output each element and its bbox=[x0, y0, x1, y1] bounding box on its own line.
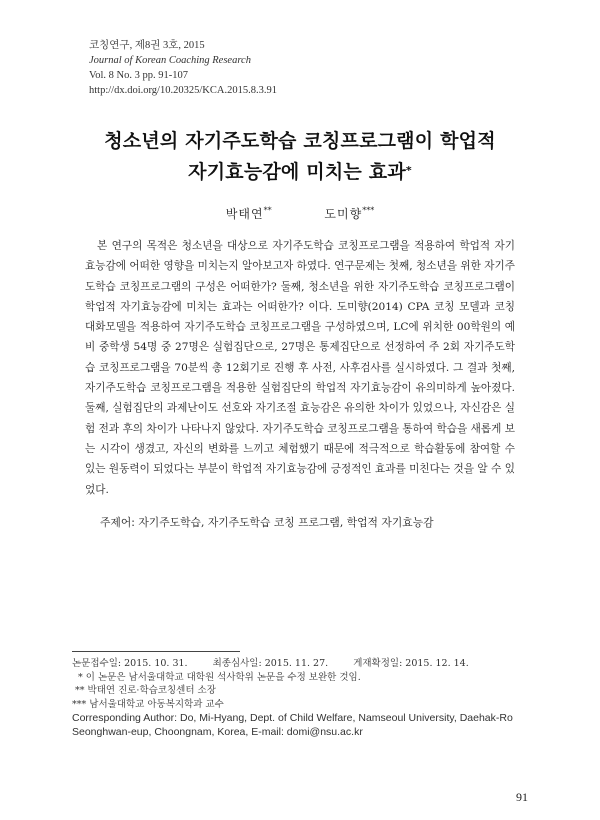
doi-link[interactable]: http://dx.doi.org/10.20325/KCA.2015.8.3.91 bbox=[89, 85, 277, 96]
corresponding-author-line-1: Corresponding Author: Do, Mi-Hyang, Dept. of Child Welfare, Namseoul University, Daehak-Ro bbox=[72, 712, 513, 725]
accepted-date: 게재확정일: 2015. 12. 14. bbox=[353, 658, 469, 669]
keywords-text: 자기주도학습, 자기주도학습 코칭 프로그램, 학업적 자기효능감 bbox=[138, 516, 434, 529]
reviewed-date: 최종심사일: 2015. 11. 27. bbox=[212, 658, 329, 669]
abstract-text: 본 연구의 목적은 청소년을 대상으로 자기주도학습 코칭프로그램을 적용하여 학업적 자기효능감에 어떠한 영향을 미치는지 알아보고자 하였다. 연구문제는 첫째, 청소년을 위한 자기주도학습 코칭프로그램의 구성은 어떠한가? 둘째, 청소년을 위한 자기주도학습 코칭프로그램이 학업적 자기효능감에 미치는 효과는 어떠한가? 이다. 도미향(2014) CPA 코칭 모델과 코칭 대화모델을 적용하여 자기주도학습 코칭프로그램을 구성하였으며, LC에 위치한 00학원의 예비 중학생 54명 중 27명은 실험집단으로, 27명은 통제집단으로 선정하여 주 2회 자기주도학습 코칭프로그램을 70분씩 총 12회기로 진행 후 사전, 사후검사를 실시하였다. 그 결과 첫째, 자기주도학습 코칭프로그램을 적용한 실험집단의 학업적 자기효능감이 유의미하게 높아졌다. 둘째, 실험집단의 과제난이도 선호와 자기조절 효능감은 유의한 차이가 있었으나, 자신감은 실험 전과 후의 차이가 나타나지 않았다. 자기주도학습 코칭프로그램을 통하여 학습을 새롭게 보는 시각이 생겼고, 자신의 변화를 느끼고 체험했기 때문에 적극적으로 학습활동에 참여할 수 있는 원동력이 되었다는 부분이 학업적 자기효능감에 긍정적인 효과를 미친다는 것을 알 수 있었다. bbox=[85, 240, 515, 496]
keywords-label: 주제어: bbox=[100, 516, 135, 529]
submission-dates bbox=[72, 657, 532, 671]
title-line-2-text: 자기효능감에 미치는 효과 bbox=[188, 161, 406, 183]
journal-volume-korean: 코칭연구, 제8권 3호, 2015 bbox=[89, 40, 205, 51]
author-1 bbox=[226, 207, 272, 221]
journal-volume-english: Vol. 8 No. 3 pp. 91-107 bbox=[89, 70, 188, 81]
corresponding-author-line-2: Seonghwan-eup, Choongnam, Korea, E-mail: domi@nsu.ac.kr bbox=[72, 726, 363, 739]
author-1-name: 박태연 bbox=[225, 207, 264, 221]
title-footnote-mark: * bbox=[405, 164, 412, 177]
keywords bbox=[100, 515, 520, 530]
received-date: 논문접수일: 2015. 10. 31. bbox=[72, 658, 188, 669]
footnote-3: *** 남서울대학교 아동복지학과 교수 bbox=[72, 698, 224, 710]
journal-header bbox=[89, 38, 277, 98]
footnote-divider bbox=[72, 651, 240, 652]
author-1-mark: ** bbox=[263, 206, 272, 215]
author-2-name: 도미향 bbox=[324, 207, 363, 221]
footnote-1: * 이 논문은 남서울대학교 대학원 석사학위 논문을 수정 보완한 것임. bbox=[78, 671, 361, 683]
title-line-2 bbox=[60, 157, 540, 188]
footnotes bbox=[72, 657, 532, 739]
journal-name-english: Journal of Korean Coaching Research bbox=[89, 55, 251, 66]
paper-title bbox=[60, 126, 540, 188]
author-list bbox=[0, 205, 600, 222]
title-line-1: 청소년의 자기주도학습 코칭프로그램이 학업적 bbox=[104, 130, 496, 152]
footnote-2: ** 박태연 진로·학습코칭센터 소장 bbox=[75, 685, 216, 697]
author-2 bbox=[324, 207, 374, 221]
author-2-mark: *** bbox=[362, 206, 375, 215]
page-number: 91 bbox=[516, 790, 528, 804]
